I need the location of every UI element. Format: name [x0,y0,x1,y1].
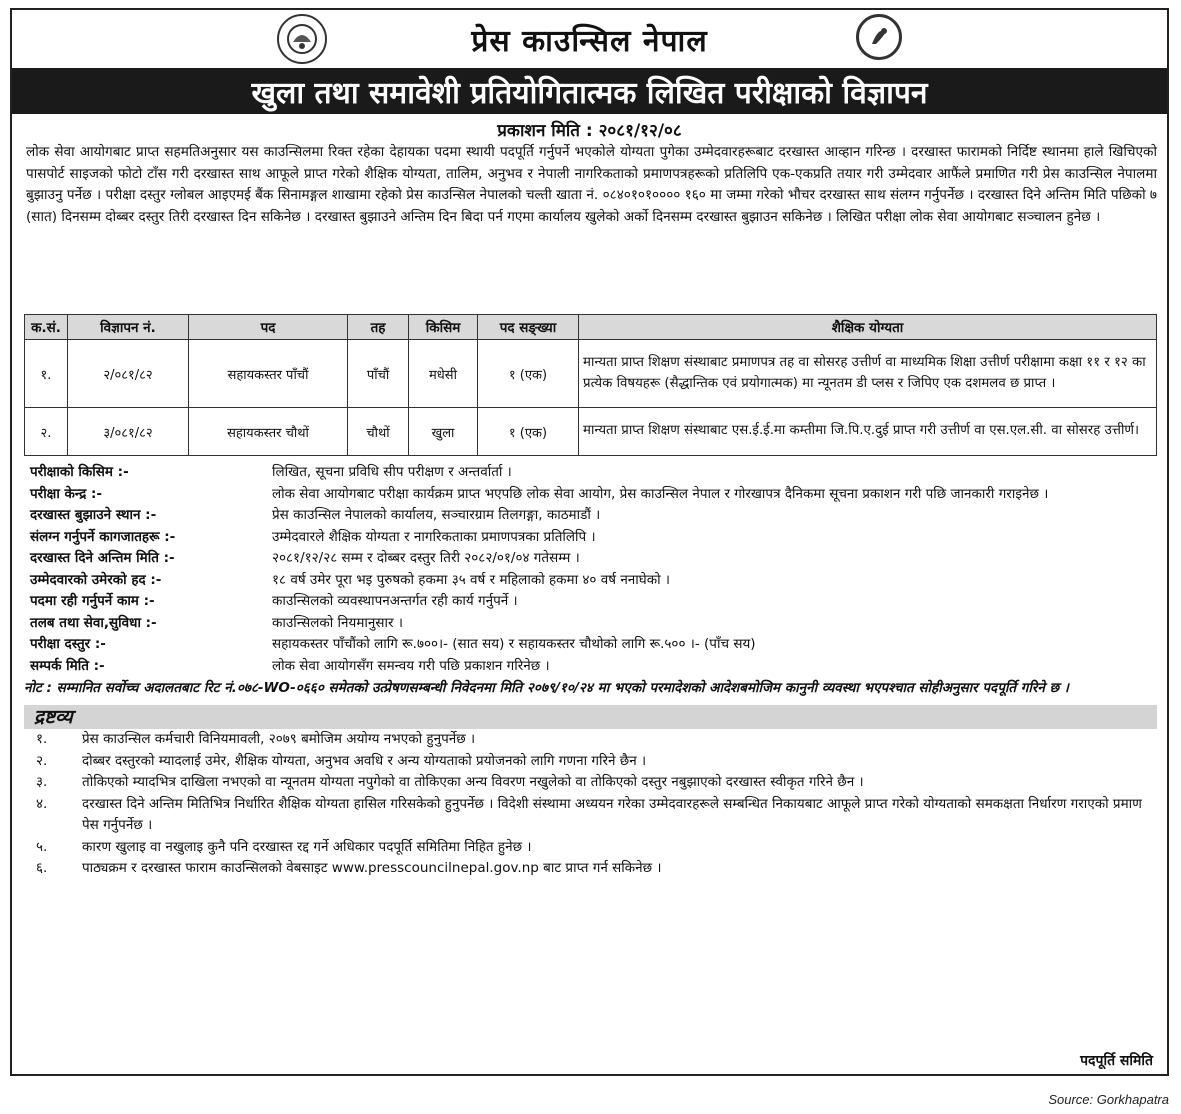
detail-row [12,613,1167,635]
col-count: पद सङ्ख्या [478,315,579,340]
detail-row [12,527,1167,549]
row-adv-no: ३/०८१/८२ [68,408,189,456]
notice-list [12,729,1167,880]
item-number: २. [36,752,48,769]
detail-label: तलब तथा सेवा,सुविधा :- [30,614,157,631]
list-item [12,837,1167,859]
row-qualification: मान्यता प्राप्त शिक्षण संस्थाबाट एस.ई.ई.मा कम्तीमा जि.पि.ए.दुई प्राप्त गरी उत्तीर्ण वा एस.एल.सी. वा सोसरह उत्तीर्ण। [579,408,1157,456]
detail-label: पदमा रही गर्नुपर्ने काम :- [30,593,155,609]
row-post: सहायकस्तर पाँचौं [189,340,348,408]
detail-label: दरखास्त दिने अन्तिम मिति :- [30,550,175,566]
notice-heading: द्रष्टव्य [24,705,1157,729]
detail-value: उम्मेदवारले शैक्षिक योग्यता र नागरिकताका प्रमाणपत्रका प्रतिलिपि । [272,528,596,545]
col-sn: क.सं. [25,315,68,340]
detail-label: दरखास्त बुझाउने स्थान :- [30,507,157,523]
item-text: पाठ्यक्रम र दरखास्त फाराम काउन्सिलको वेबसाइट www.presscouncilnepal.gov.np बाट प्राप्त गर्न सकिनेछ । [82,860,662,876]
row-level: चौथों [348,408,409,456]
row-qualification: मान्यता प्राप्त शिक्षण संस्थाबाट प्रमाणपत्र तह वा सोसरह उत्तीर्ण वा माध्यमिक शिक्षा उत्तीर्ण परीक्षामा कक्षा ११ र १२ का प्रत्येक विषयहरू (सैद्धान्तिक एवं प्रयोगात्मक) मा न्यूनतम डी प्लस र जिपिए एक दशमलव छ प्राप्त । [579,340,1157,408]
detail-value: लोक सेवा आयोगसँग समन्वय गरी पछि प्रकाशन गरिनेछ । [272,657,550,674]
intro-paragraph: लोक सेवा आयोगबाट प्राप्त सहमतिअनुसार यस काउन्सिलमा रिक्त रहेका देहायका पदमा स्थायी पदपूर्ति गर्नुपर्ने भएकोले योग्यता पुगेका उम्मेदवारहरूबाट दरखास्त आव्हान गरिन्छ । दरखास्त फारामको निर्दिष्ट स्थानमा हाले खिचिएको पासपोर्ट साइजको फोटो टाँस गरी दरखास्त साथ आफूले प्राप्त गरेको शैक्षिक योग्यता, तालिम, अनुभव र नेपाली नागरिकताको प्रमाणपत्रहरूको प्रतिलिपि एक-एकप्रति तयार गरी उम्मेदवार आफैंले प्रमाणित गरी प्रेस काउन्सिल नेपालमा बुझाउनु पर्नेछ । परीक्षा दस्तुर ग्लोबल आइएमई बैंक सिनामङ्गल शाखामा रहेको प्रेस काउन्सिल नेपालको चल्ती खाता नं. ०८४०१०१०००० १६० मा जम्मा गरेको भौचर दरखास्त साथ संलग्न गर्नुपर्नेछ । दरखास्त दिने अन्तिम मिति पछिको ७ (सात) दिनसम्म दोब्बर दस्तुर तिरी दरखास्त दिन सकिनेछ । दरखास्त बुझाउने अन्तिम दिन बिदा पर्न गएमा कार्यालय खुलेको अर्को दिनसम्म दरखास्त बुझाउन सकिनेछ । लिखित परीक्षा लोक सेवा आयोगबाट सञ्चालन हुनेछ । [26,144,1157,225]
row-count: १ (एक) [478,408,579,456]
detail-label: संलग्न गर्नुपर्ने कागजातहरू :- [30,528,176,545]
detail-value: काउन्सिलको व्यवस्थापनअन्तर्गत रही कार्य गर्नुपर्ने । [272,593,518,609]
col-post: पद [189,315,348,340]
detail-row [12,634,1167,656]
detail-row [12,591,1167,613]
table-row [25,408,1157,456]
row-count: १ (एक) [478,340,579,408]
table-header-row [25,315,1157,340]
detail-label: परीक्षाको किसिम :- [30,464,129,480]
publication-date: प्रकाशन मिति : २०८१/१२/०८ [497,121,682,141]
detail-value: प्रेस काउन्सिल नेपालको कार्यालय, सञ्चारग्राम तिलगङ्गा, काठमाडौं । [272,507,601,523]
detail-row [12,505,1167,527]
source-credit: Source: Gorkhapatra [1048,1092,1169,1107]
item-text: कारण खुलाइ वा नखुलाइ कुनै पनि दरखास्त रद्द गर्ने अधिकार पदपूर्ति समितिमा निहित हुनेछ । [82,838,532,855]
item-text: दोब्बर दस्तुरको म्यादलाई उमेर, शैक्षिक योग्यता, अनुभव अवधि र अन्य योग्यताको प्रयोजनको लागि गणना गरिने छैन । [82,752,647,769]
col-level: तह [348,315,409,340]
row-type: खुला [409,408,478,456]
detail-label: सम्पर्क मिति :- [30,657,105,674]
detail-value: काउन्सिलको नियमानुसार । [272,614,403,631]
detail-value: २०८१/१२/२८ सम्म र दोब्बर दस्तुर तिरी २०८२/०१/०४ गतेसम्म । [272,550,580,566]
detail-value: लिखित, सूचना प्रविधि सीप परीक्षण र अन्तर्वार्ता । [272,464,512,480]
advertisement-notice [10,8,1169,1076]
banner-title: खुला तथा समावेशी प्रतियोगितात्मक लिखित परीक्षाको विज्ञापन [12,68,1167,114]
list-item [12,751,1167,773]
table-row [25,340,1157,408]
list-item [12,794,1167,837]
item-number: ५. [36,838,48,855]
row-adv-no: २/०८१/८२ [68,340,189,408]
row-sn: २. [25,408,68,456]
item-text: प्रेस काउन्सिल कर्मचारी विनियमावली, २०७९ बमोजिम अयोग्य नभएको हुनुपर्नेछ । [82,731,476,747]
row-sn: १. [25,340,68,408]
col-qualification: शैक्षिक योग्यता [579,315,1157,340]
row-level: पाँचौं [348,340,409,408]
col-type: किसिम [409,315,478,340]
exam-details [12,462,1167,677]
item-number: ३. [36,774,48,790]
signature: पदपूर्ति समिति [1080,1053,1153,1069]
item-text: तोकिएको म्यादभित्र दाखिला नभएको वा न्यूनतम योग्यता नपुगेको वा तोकिएका अन्य विवरण नखुलेको वा तोकिएको दस्तुर नबुझाएको दरखास्त स्वीकृत गरिने छैन । [82,774,864,790]
row-post: सहायकस्तर चौथों [189,408,348,456]
nepal-government-emblem-icon [277,14,327,64]
org-name: प्रेस काउन्सिल नेपाल [471,23,708,59]
list-item [12,858,1167,880]
detail-label: परीक्षा केन्द्र :- [30,485,102,502]
detail-row [12,548,1167,570]
detail-row [12,462,1167,484]
detail-label: उम्मेदवारको उमेरको हद :- [30,571,162,588]
col-adv-no: विज्ञापन नं. [68,315,189,340]
item-text: दरखास्त दिने अन्तिम मितिभित्र निर्धारित शैक्षिक योग्यता हासिल गरिसकेको हुनुपर्नेछ । विदेशी संस्थामा अध्ययन गरेका उम्मेदवारहरूले सम्बन्धित निकायबाट आफूले प्राप्त गरेको योग्यताको समकक्षता निर्धारण गराएको प्रमाण पेस गर्नुपर्नेछ । [82,795,1142,833]
posts-table [24,314,1157,456]
row-type: मधेसी [409,340,478,408]
detail-value: लोक सेवा आयोगबाट परीक्षा कार्यक्रम प्राप्त भएपछि लोक सेवा आयोग, प्रेस काउन्सिल नेपाल र गोरखापत्र दैनिकमा सूचना प्रकाशन गरी पछि जानकारी गराइनेछ । [272,485,1049,502]
detail-value: १८ वर्ष उमेर पूरा भइ पुरुषको हकमा ३५ वर्ष र महिलाको हकमा ४० वर्ष ननाघेको । [272,571,671,588]
court-note: नोट : सम्मानित सर्वोच्च अदालतबाट रिट नं.०७८-WO-०६६० समेतको उत्प्रेषणसम्बन्धी निवेदनमा मिति २०७९/१०/२४ मा भएको परमादेशको आदेशबमोजिम कानुनी व्यवस्था भएपश्चात सोहीअनुसार पदपूर्ति गरिने छ । [24,680,1069,696]
detail-row [12,656,1167,678]
detail-value: सहायकस्तर पाँचौंको लागि रू.७००।- (सात सय) र सहायकस्तर चौथोको लागि रू.५०० ।- (पाँच सय) [272,636,756,652]
press-council-logo-icon [856,14,902,60]
detail-label: परीक्षा दस्तुर :- [30,636,106,652]
detail-row [12,484,1167,506]
detail-row [12,570,1167,592]
item-number: ४. [36,795,48,812]
item-number: ६. [36,860,48,876]
list-item [12,729,1167,751]
header [12,10,1167,68]
item-number: १. [36,731,48,747]
list-item [12,772,1167,794]
